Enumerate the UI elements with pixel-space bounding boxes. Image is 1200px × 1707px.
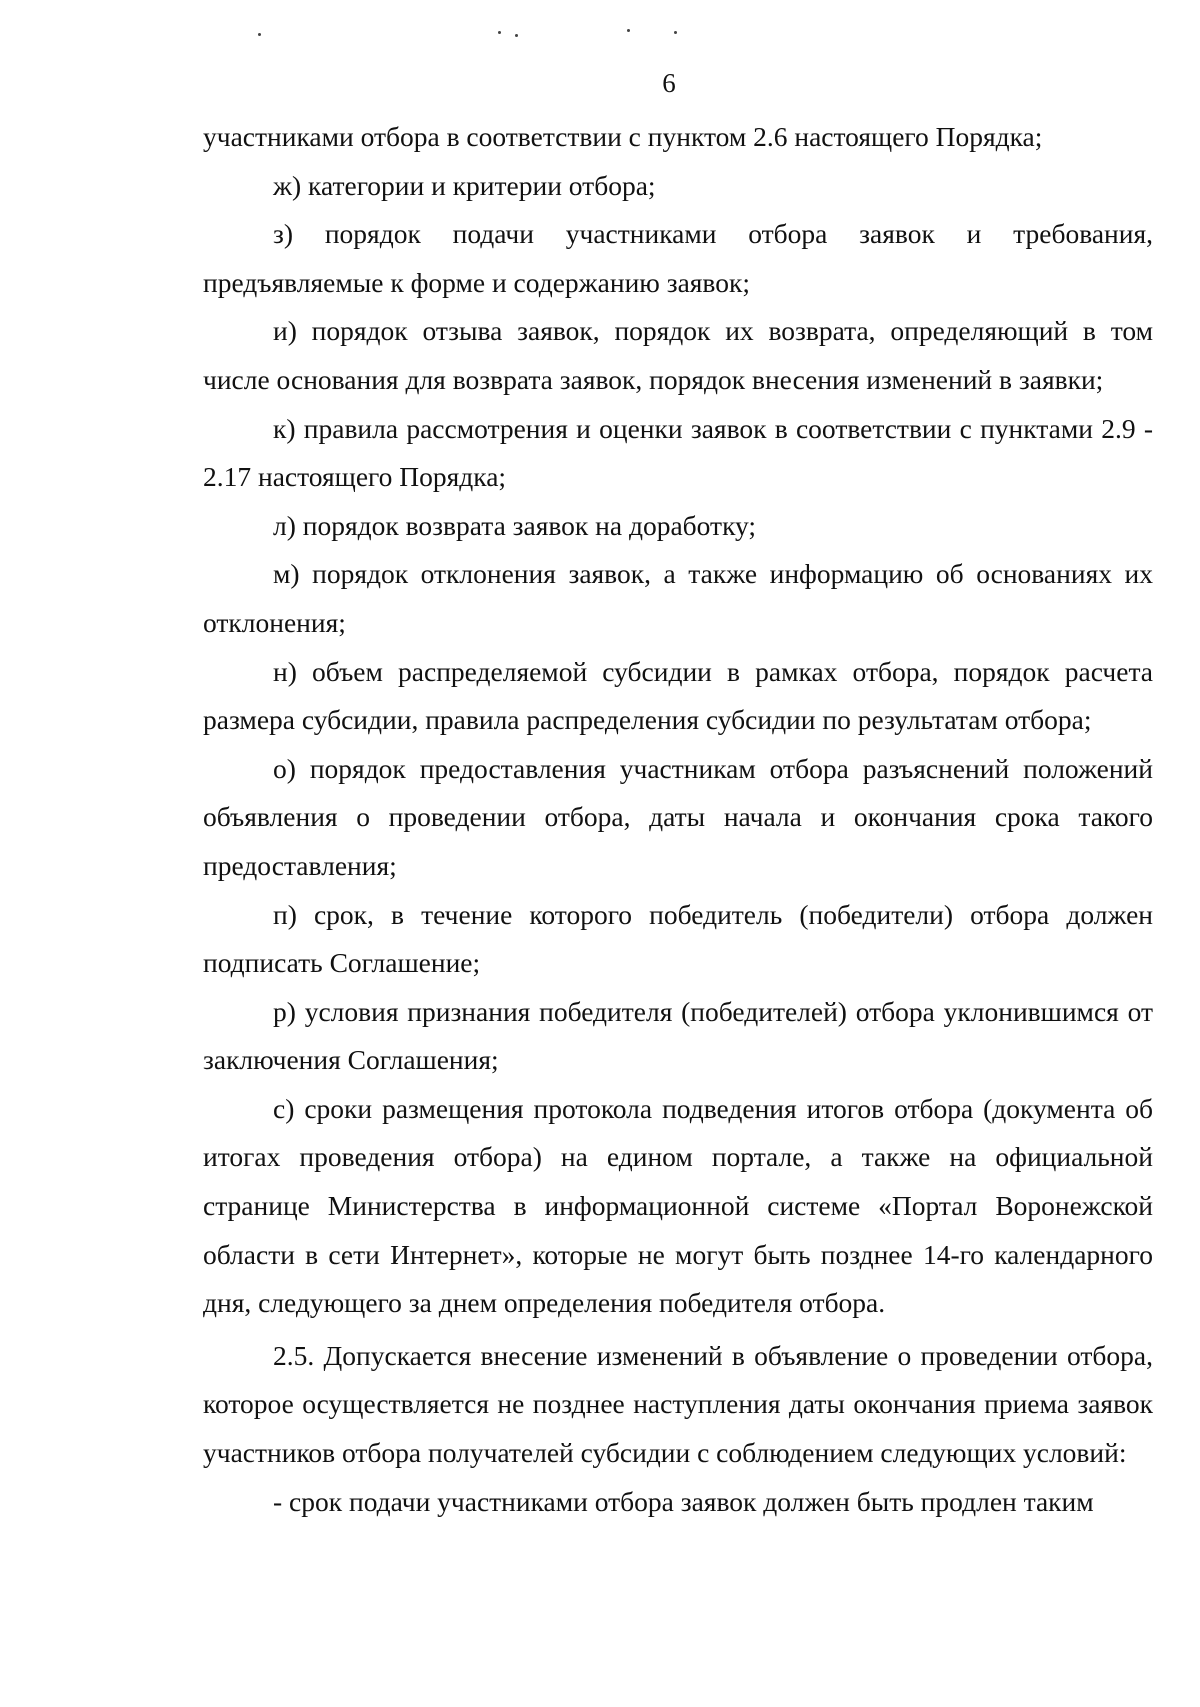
list-item-l: л) порядок возврата заявок на доработку; (273, 509, 757, 541)
list-item-m: м) порядок отклонения заявок, а также информацию об основаниях их отклонения; (203, 558, 1153, 638)
list-item-k: к) правила рассмотрения и оценки заявок в соответствии с пунктами 2.9 - 2.17 настоящего Порядка; (203, 412, 1153, 493)
condition-item: - срок подачи участниками отбора заявок должен быть продлен таким (273, 1485, 1094, 1517)
scan-speck (498, 31, 501, 34)
list-item-i: и) порядок отзыва заявок, порядок их возврата, определяющий в том числе основания для возврата заявок, порядок внесения изменений в заявки; (203, 315, 1153, 395)
scan-speck (627, 29, 630, 32)
paragraph: участниками отбора в соответствии с пунктом 2.6 настоящего Порядка; (203, 121, 1043, 152)
list-item-zh: ж) категории и критерии отбора; (273, 169, 656, 201)
list-item-z: з) порядок подачи участниками отбора заявок и требования, предъявляемые к форме и содержанию заявок; (203, 218, 1153, 298)
scan-speck (258, 33, 261, 36)
document-body (203, 113, 1153, 1526)
list-item-n: н) объем распределяемой субсидии в рамках отбора, порядок расчета размера субсидии, правила распределения субсидии по результатам отбора; (203, 655, 1153, 736)
scan-speck (515, 34, 518, 37)
list-item-s: с) сроки размещения протокола подведения итогов отбора (документа об итогах проведения отбора) на едином портале, а также на официальной странице Министерства в информационной системе «Портал Воронежской области в сети Интернет», которые не могут быть позднее 14-го календарного дня, следующего за днем определения победителя отбора. (203, 1092, 1153, 1319)
list-item-r: р) условия признания победителя (победителей) отбора уклонившимся от заключения Соглашения; (203, 995, 1153, 1076)
page-number: 6 (662, 68, 676, 98)
list-item-o: о) порядок предоставления участникам отбора разъяснений положений объявления о проведении отбора, даты начала и окончания срока такого предоставления; (203, 752, 1153, 881)
section-2-5: 2.5. Допускается внесение изменений в объявление о проведении отбора, которое осуществляется не позднее наступления даты окончания приема заявок участников отбора получателей субсидии с соблюдением следующих условий: (203, 1339, 1153, 1469)
scan-speck (674, 31, 677, 34)
list-item-p: п) срок, в течение которого победитель (победители) отбора должен подписать Соглашение; (203, 898, 1153, 979)
